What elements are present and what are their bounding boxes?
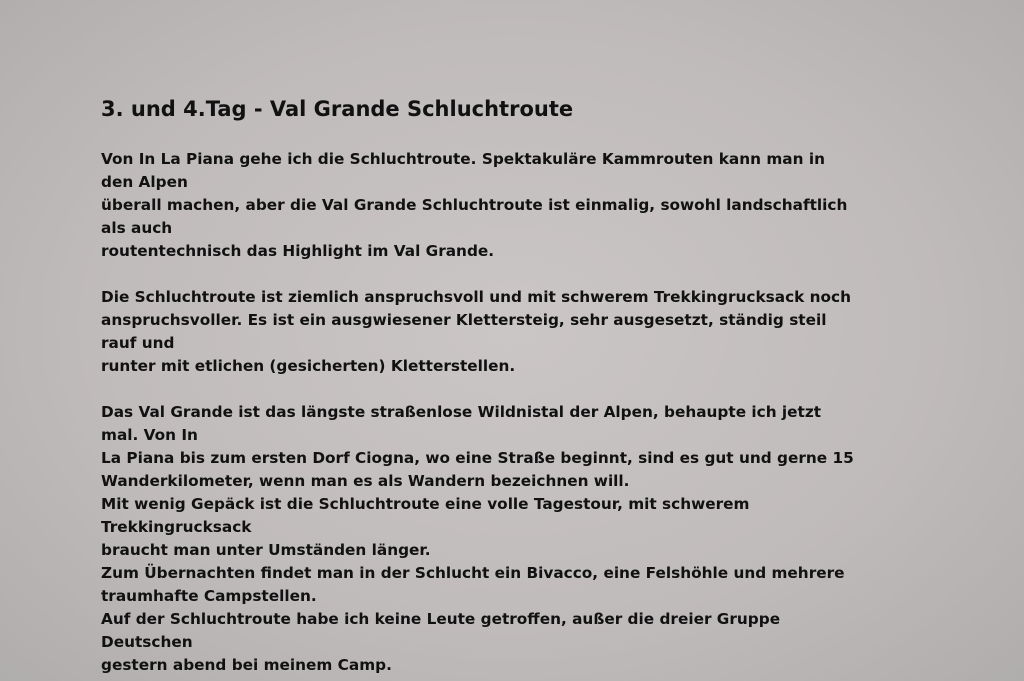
text-line: Das Val Grande ist das längste straßenlose Wildnistal der Alpen, behaupte ich jetzt mal. Von In (101, 403, 822, 444)
text-line: Von In La Piana gehe ich die Schluchtroute. Spektakuläre Kammrouten kann man in den Alpen (101, 150, 825, 191)
paragraph-details (101, 401, 861, 677)
document-title: 3. und 4.Tag - Val Grande Schluchtroute (101, 97, 574, 121)
text-line: runter mit etlichen (gesicherten) Kletterstellen. (101, 357, 516, 375)
text-line: gestern abend bei meinem Camp. (101, 656, 392, 674)
text-line: traumhafte Campstellen. (101, 587, 317, 605)
text-line: La Piana bis zum ersten Dorf Ciogna, wo eine Straße beginnt, sind es gut und gerne 15 (101, 449, 854, 467)
text-line: überall machen, aber die Val Grande Schluchtroute ist einmalig, sowohl landschaftlich als auch (101, 196, 848, 237)
text-line: Auf der Schluchtroute habe ich keine Leute getroffen, außer die dreier Gruppe Deutschen (101, 610, 781, 651)
text-line: braucht man unter Umständen länger. (101, 541, 431, 559)
text-line: Wanderkilometer, wenn man es als Wandern bezeichnen will. (101, 472, 630, 490)
text-line: Die Schluchtroute ist ziemlich anspruchsvoll und mit schwerem Trekkingrucksack noch (101, 288, 852, 306)
paragraph-intro (101, 148, 861, 263)
text-line: anspruchsvoller. Es ist ein ausgwiesener Klettersteig, sehr ausgesetzt, ständig steil rauf und (101, 311, 827, 352)
paragraph-difficulty (101, 286, 861, 378)
text-line: Mit wenig Gepäck ist die Schluchtroute eine volle Tagestour, mit schwerem Trekkingrucksack (101, 495, 750, 536)
text-line: routentechnisch das Highlight im Val Grande. (101, 242, 495, 260)
document-content (101, 94, 861, 677)
text-line: Zum Übernachten findet man in der Schlucht ein Bivacco, eine Felshöhle und mehrere (101, 564, 845, 582)
